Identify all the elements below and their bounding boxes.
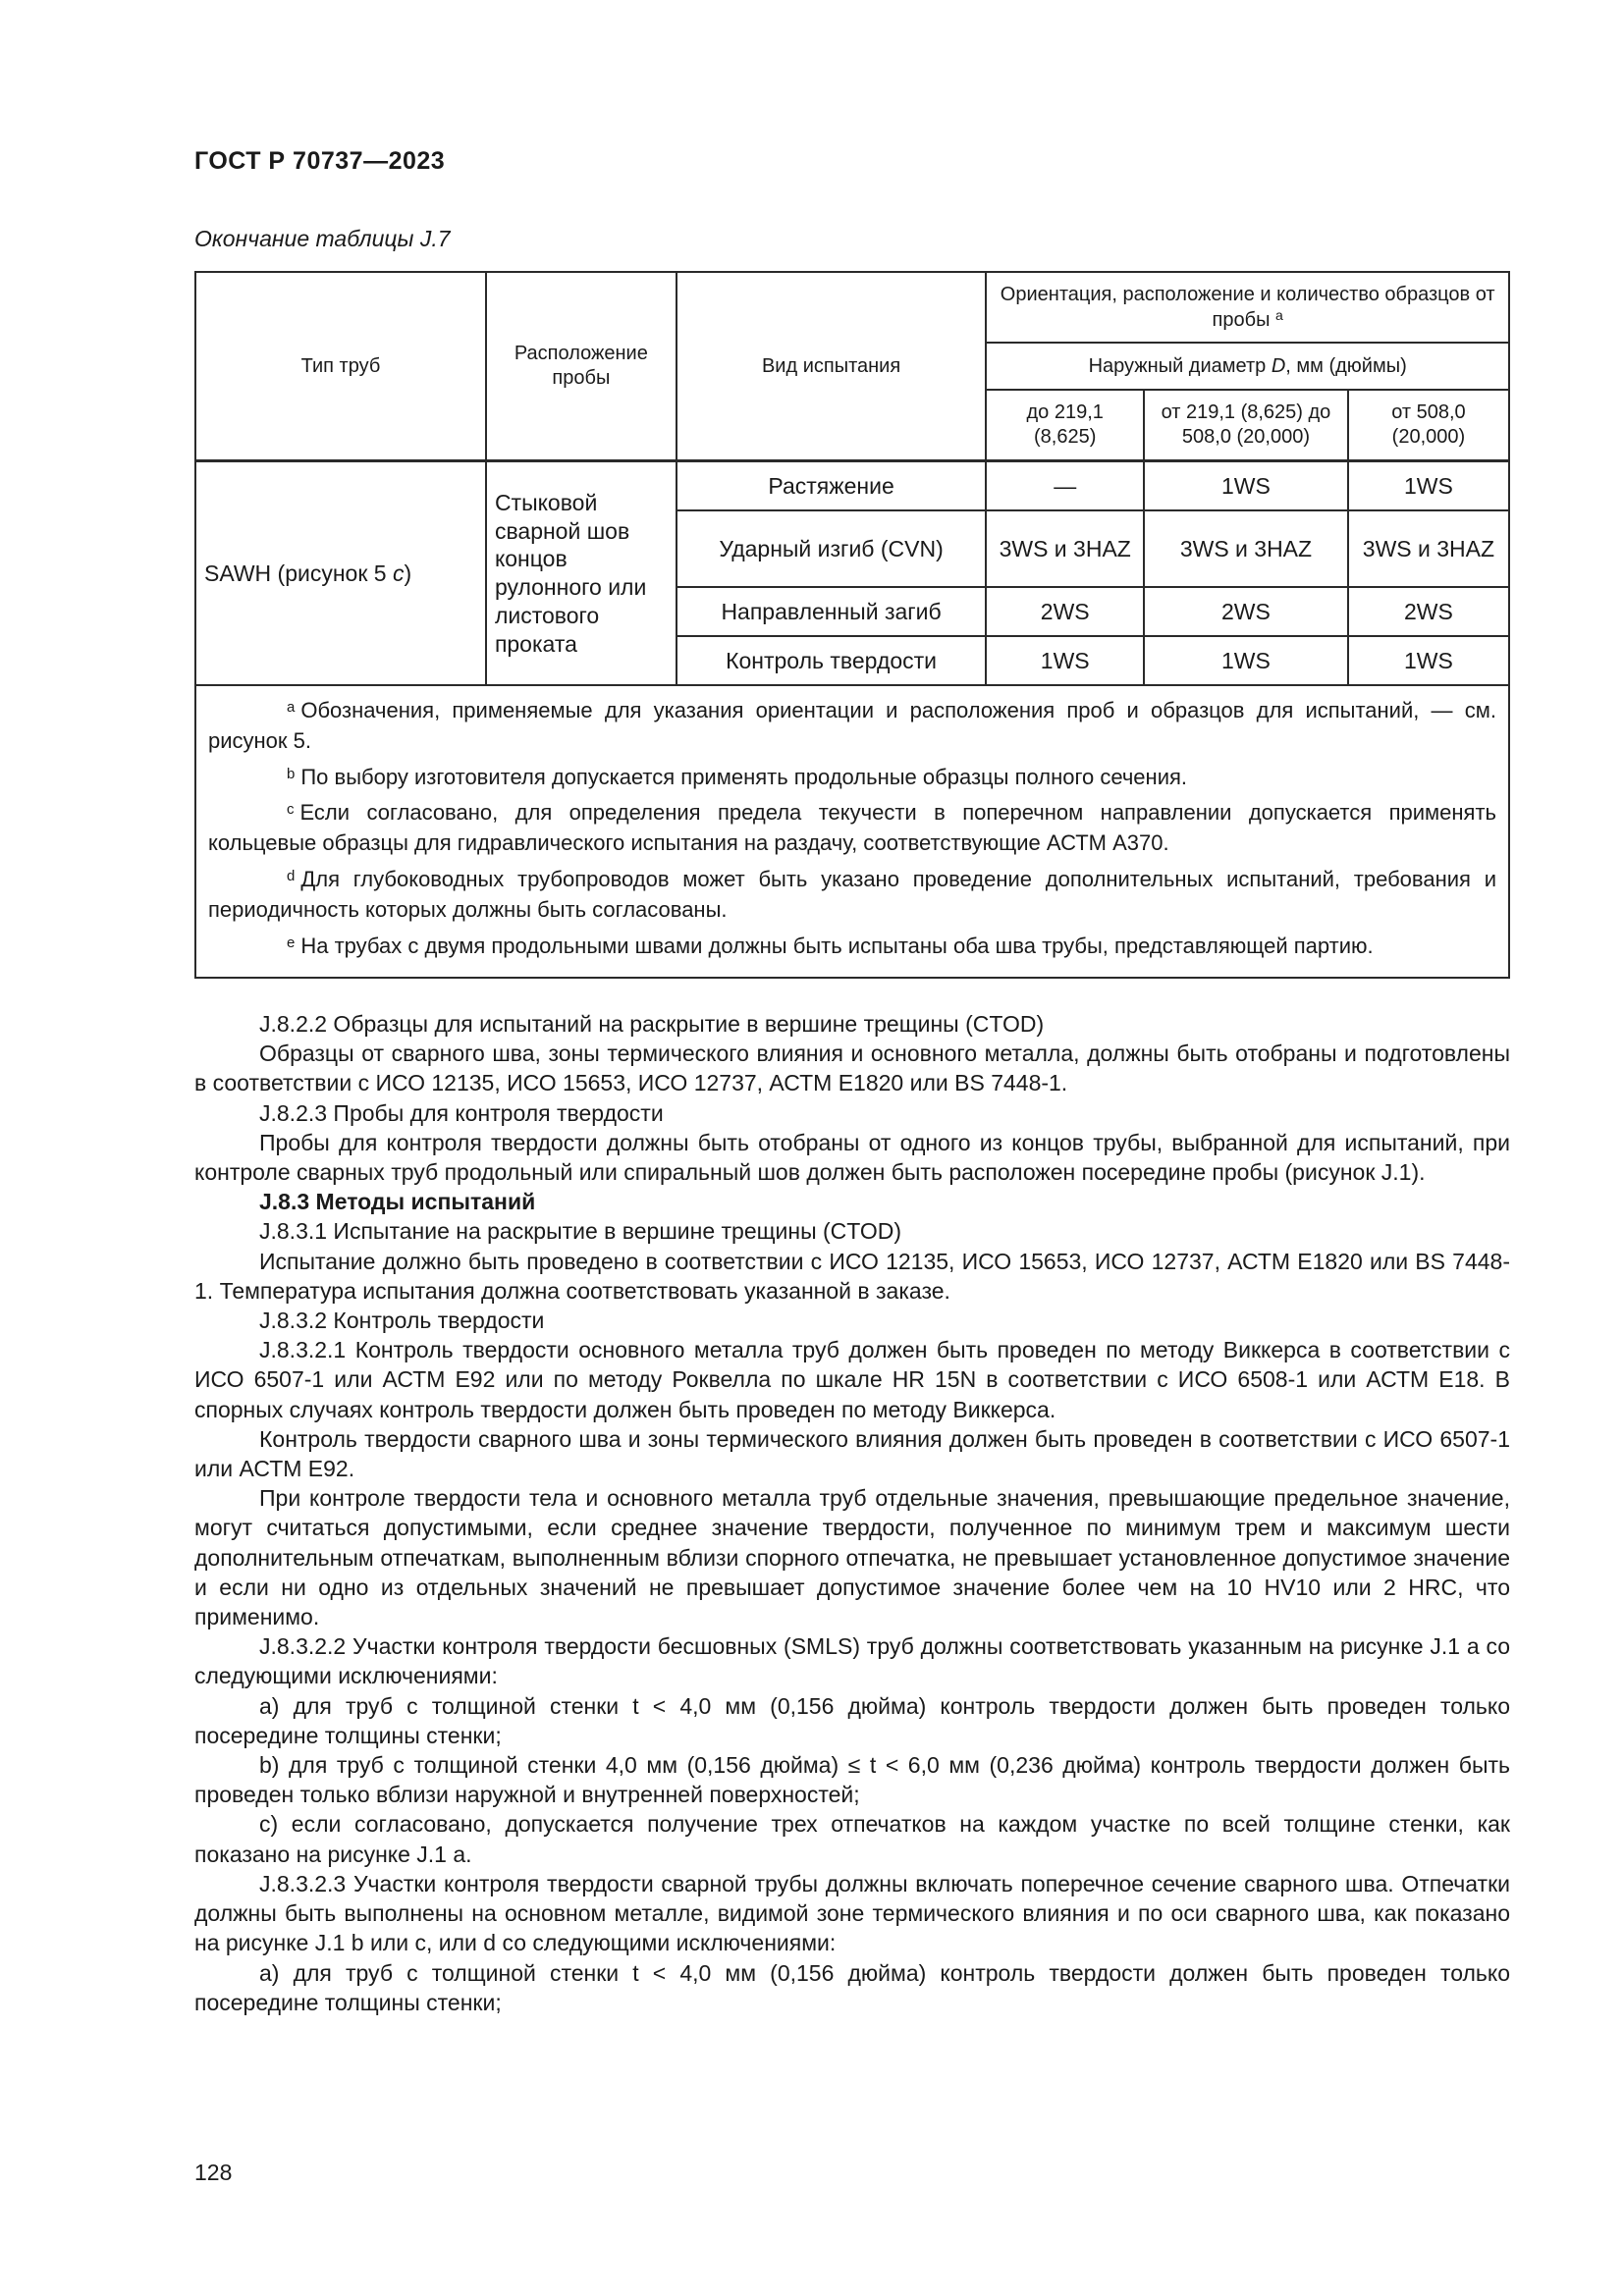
cell-r1-0: — [986,461,1144,511]
header-range-2: от 219,1 (8,625) до 508,0 (20,000) [1144,390,1348,461]
paragraph: J.8.3.2.2 Участки контроля твердости бесшовных (SMLS) труб должны соответствовать указанным на рисунке J.1 a со следующими исключениями: [194,1633,1510,1689]
spec-table [194,271,1510,979]
header-orientation [986,272,1509,343]
header-range-1: до 219,1 (8,625) [986,390,1144,461]
header-range-3: от 508,0 (20,000) [1348,390,1509,461]
cell-r3-2: 2WS [1348,587,1509,636]
paragraph: a) для труб с толщиной стенки t < 4,0 мм (0,156 дюйма) контроль твердости должен быть проведен только посередине толщины стенки; [194,1959,1510,2015]
paragraph: a) для труб с толщиной стенки t < 4,0 мм (0,156 дюйма) контроль твердости должен быть проведен только посередине толщины стенки; [194,1692,1510,1748]
cell-test-2: Направленный загиб [677,587,987,636]
header-test-type: Вид испытания [677,272,987,461]
cell-test-0: Растяжение [677,461,987,511]
cell-r2-3: 1WS [1144,636,1348,685]
footnote-c [208,798,1496,859]
footnote-c-text: Если согласовано, для определения предела текучести в поперечном направлении допускается применять кольцевые образцы для гидравлического испытания на раздачу, соответствующие АСТМ А370. [208,800,1496,856]
header-pipe-type: Тип труб [195,272,486,461]
header-orientation-footnote-mark: a [1275,306,1283,323]
footnote-b [208,763,1496,793]
cell-r3-1: 3WS и 3HAZ [1348,510,1509,587]
table-caption: Окончание таблицы J.7 [194,226,451,251]
page-header: ГОСТ Р 70737—2023 [194,147,446,175]
footnote-d [208,865,1496,926]
footnote-b-text: По выбору изготовителя допускается применять продольные образцы полного сечения. [300,764,1188,789]
cell-test-3: Контроль твердости [677,636,987,685]
table-footnotes [195,685,1509,978]
section-heading: J.8.3 Методы испытаний [259,1189,536,1215]
footnote-a [208,696,1496,757]
cell-r1-1: 3WS и 3HAZ [986,510,1144,587]
paragraph: c) если согласовано, допускается получение трех отпечатков на каждом участке по всей толщине стенки, как показано на рисунке J.1 a. [194,1811,1510,1867]
paragraph: Испытание должно быть проведено в соответствии с ИСО 12135, ИСО 15653, ИСО 12737, АСТМ Е1820 или BS 7448-1. Температура испытания должна соответствовать указанной в заказе. [194,1248,1510,1304]
footnote-e-mark: e [287,934,296,951]
paragraph: J.8.3.2 Контроль твердости [259,1308,545,1334]
cell-r2-2: 2WS [1144,587,1348,636]
paragraph: J.8.2.3 Пробы для контроля твердости [259,1099,664,1126]
footnote-d-text: Для глубоководных трубопроводов может быть указано проведение дополнительных испытаний, требования и периодичность которых должны быть согласованы. [208,866,1496,922]
footnote-d-mark: d [287,867,296,884]
cell-r3-3: 1WS [1348,636,1509,685]
cell-pipe-type: SAWH (рисунок 5 c) [195,461,486,686]
page-number: 128 [194,2160,233,2185]
paragraph: Пробы для контроля твердости должны быть отобраны от одного из концов трубы, выбранной для испытаний, при контроле сварных труб продольный или спиральный шов должен быть расположен посередине пробы (рисунок J.1). [194,1129,1510,1186]
footnote-e-text: На трубах с двумя продольными швами должны быть испытаны оба шва трубы, представляющей партию. [300,933,1374,958]
header-orientation-text: Ориентация, расположение и количество образцов от пробы [1000,283,1495,331]
paragraph: J.8.3.2.1 Контроль твердости основного металла труб должен быть проведен по методу Виккерса в соответствии с ИСО 6507-1 или АСТМ Е92 или по методу Роквелла по шкале HR 15N в соответствии с ИСО 6508-1 или АСТМ Е18. В спорных случаях контроль твердости должен быть проведен по методу Виккерса. [194,1337,1510,1422]
footnote-a-text: Обозначения, применяемые для указания ориентации и расположения проб и образцов для испытаний, — см. рисунок 5. [208,698,1496,753]
footnote-a-mark: a [287,699,296,716]
header-sample-location: Расположение пробы [486,272,677,461]
cell-r2-0: 1WS [1144,461,1348,511]
body-text [194,1009,1510,2017]
cell-r2-1: 3WS и 3HAZ [1144,510,1348,587]
paragraph: Образцы от сварного шва, зоны термического влияния и основного металла, должны быть отобраны и подготовлены в соответствии с ИСО 12135, ИСО 15653, ИСО 12737, АСТМ Е1820 или BS 7448-1. [194,1041,1510,1096]
footnote-c-mark: c [287,801,295,819]
cell-r1-2: 2WS [986,587,1144,636]
footnote-e [208,932,1496,962]
paragraph: J.8.2.2 Образцы для испытаний на раскрытие в вершине трещины (CTOD) [259,1011,1045,1037]
paragraph: J.8.3.2.3 Участки контроля твердости сварной трубы должны включать поперечное сечение сварного шва. Отпечатки должны быть выполнены на основном металле, видимой зоне термического влияния и по оси сварного шва, как показано на рисунке J.1 b или c, или d со следующими исключениями: [194,1870,1510,1956]
paragraph: При контроле твердости тела и основного металла труб отдельные значения, превышающие предельное значение, могут считаться допустимыми, если среднее значение твердости, полученное по минимум трем и максимум шести дополнительным отпечаткам, выполненным вблизи спорного отпечатка, не превышает установленное допустимое значение и если ни одно из отдельных значений не превышает допустимое значение более чем на 10 HV10 или 2 HRC, что применимо. [194,1485,1510,1630]
footnote-b-mark: b [287,765,296,782]
cell-test-1: Ударный изгиб (CVN) [677,510,987,587]
paragraph: Контроль твердости сварного шва и зоны термического влияния должен быть проведен в соответствии с ИСО 6507-1 или АСТМ Е92. [194,1425,1510,1482]
header-outer-diameter: Наружный диаметр D, мм (дюймы) [986,343,1509,390]
cell-r3-0: 1WS [1348,461,1509,511]
cell-r1-3: 1WS [986,636,1144,685]
cell-sample-location: Стыковой сварной шов концов рулонного или листового проката [486,461,677,686]
paragraph: b) для труб с толщиной стенки 4,0 мм (0,156 дюйма) ≤ t < 6,0 мм (0,236 дюйма) контроль твердости должен быть проведен только вблизи наружной и внутренней поверхностей; [194,1752,1510,1808]
paragraph: J.8.3.1 Испытание на раскрытие в вершине трещины (CTOD) [259,1218,902,1245]
